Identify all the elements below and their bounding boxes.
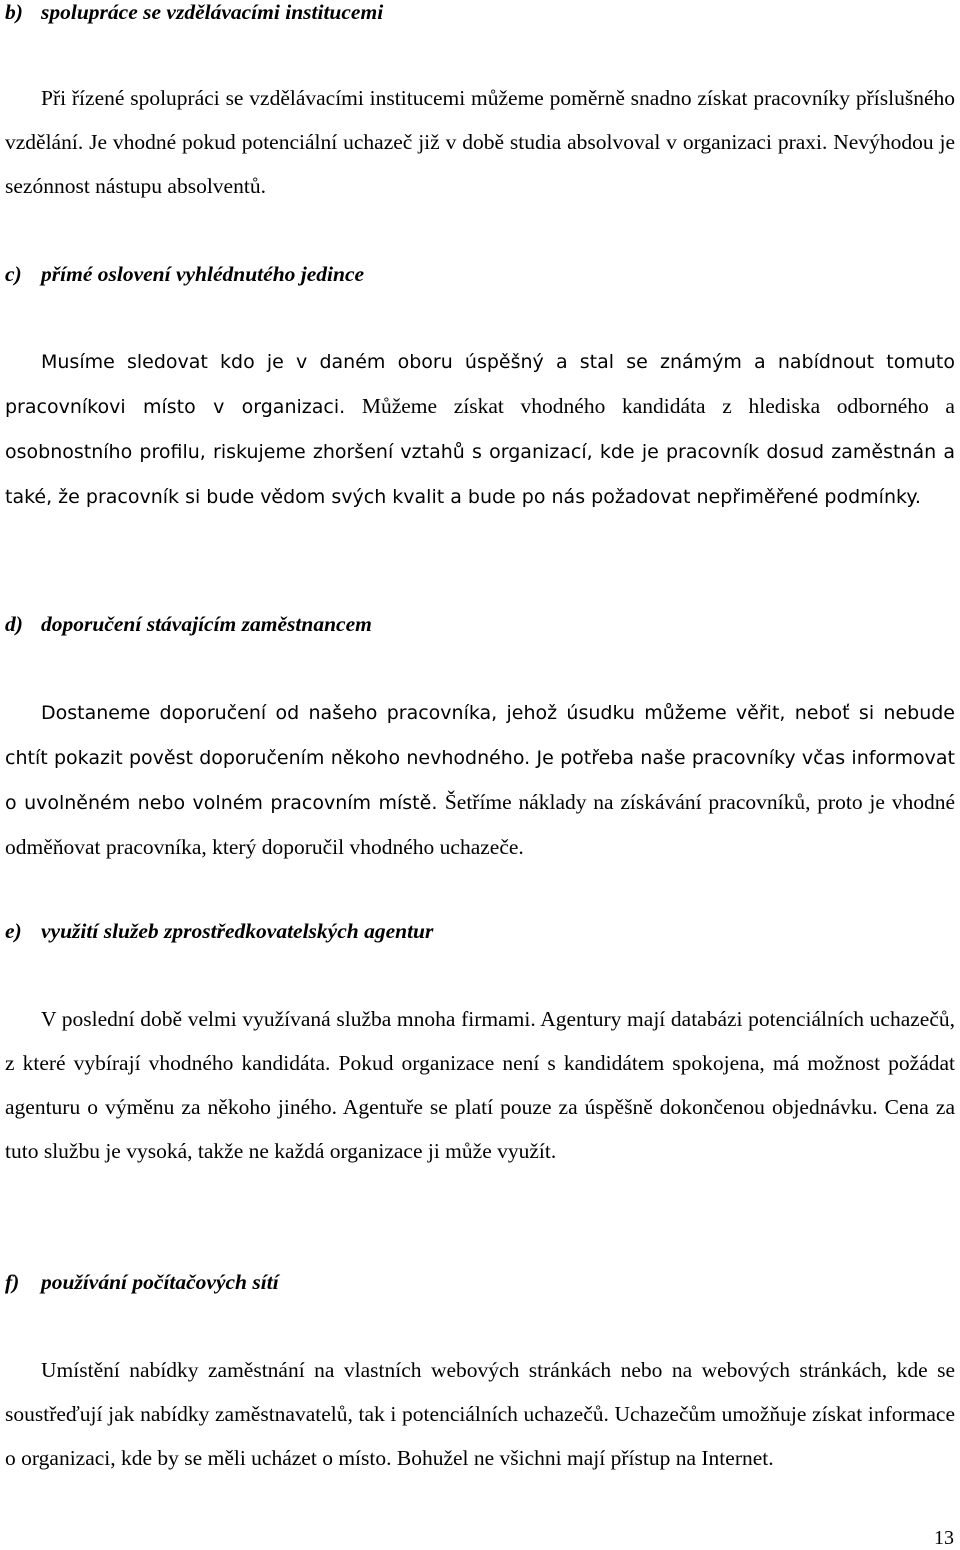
- section-title-d: doporučení stávajícím zaměstnancem: [41, 612, 372, 636]
- section-title-e: využití služeb zprostředkovatelských agentur: [41, 919, 434, 943]
- section-heading-e: [5, 921, 433, 943]
- section-marker-c: c): [5, 262, 22, 286]
- section-paragraph-f: [5, 1348, 955, 1480]
- paragraph-run: Dostaneme doporučení od našeho pracovníka, jehož úsudku můžeme věřit, neboť si nebude chtít pokazit pověst doporučením někoho nevhodného.: [5, 702, 955, 769]
- section-heading-b: [5, 2, 383, 24]
- paragraph-run: Šetříme náklady na získávání pracovníků, proto je vhodné odměňovat pracovníka, který doporučil vhodného uchazeče.: [5, 790, 955, 859]
- section-paragraph-c: [5, 339, 955, 519]
- section-title-f: používání počítačových sítí: [41, 1270, 279, 1294]
- section-paragraph-b: [5, 76, 955, 208]
- section-marker-f: f): [5, 1270, 20, 1294]
- section-heading-d: [5, 614, 372, 636]
- paragraph-run: Musíme sledovat kdo je v daném oboru úspěšný a stal se známým a nabídnout tomuto pracovníkovi místo v organizaci.: [5, 351, 955, 418]
- paragraph-run: Můžeme získat vhodného kandidáta z hlediska odborného a: [345, 394, 955, 418]
- section-paragraph-e: [5, 997, 955, 1173]
- section-marker-e: e): [5, 919, 22, 943]
- section-marker-b: b): [5, 0, 23, 24]
- section-title-c: přímé oslovení vyhlédnutého jedince: [41, 262, 365, 286]
- page-number: 13: [934, 1527, 954, 1549]
- paragraph-run: Při řízené spolupráci se vzdělávacími institucemi můžeme poměrně snadno získat pracovníky příslušného vzdělání. Je vhodné pokud potenciální uchazeč již v době studia absolvoval v organizaci praxi. Nevýhodou je sezónnost nástupu absolventů.: [5, 86, 955, 198]
- section-title-b: spolupráce se vzdělávacími institucemi: [41, 0, 384, 24]
- section-heading-f: [5, 1272, 279, 1294]
- section-heading-c: [5, 264, 364, 286]
- paragraph-run: Je potřeba naše pracovníky včas informovat o uvolněném nebo volném pracovním místě.: [5, 747, 956, 814]
- section-marker-d: d): [5, 612, 23, 636]
- paragraph-run: V poslední době velmi využívaná služba mnoha firmami. Agentury mají databázi potenciálních uchazečů, z které vybírají vhodného kandidáta. Pokud organizace není s kandidátem spokojena, má možnost požádat agenturu o výměnu za někoho jiného. Agentuře se platí pouze za úspěšně dokončenou objednávku. Cena za tuto službu je vysoká, takže ne každá organizace ji může využít.: [5, 1007, 955, 1163]
- section-paragraph-d: [5, 690, 955, 869]
- paragraph-run: osobnostního profilu, riskujeme zhoršení vztahů s organizací, kde je pracovník dosud zaměstnán a také, že pracovník si bude vědom svých kvalit a bude po nás požadovat nepřiměřené podmínky.: [5, 441, 955, 508]
- paragraph-run: Umístění nabídky zaměstnání na vlastních webových stránkách nebo na webových stránkách, kde se soustřeďují jak nabídky zaměstnavatelů, tak i potenciálních uchazečů. Uchazečům umožňuje získat informace o organizaci, kde by se měli ucházet o místo. Bohužel ne všichni mají přístup na Internet.: [5, 1358, 955, 1470]
